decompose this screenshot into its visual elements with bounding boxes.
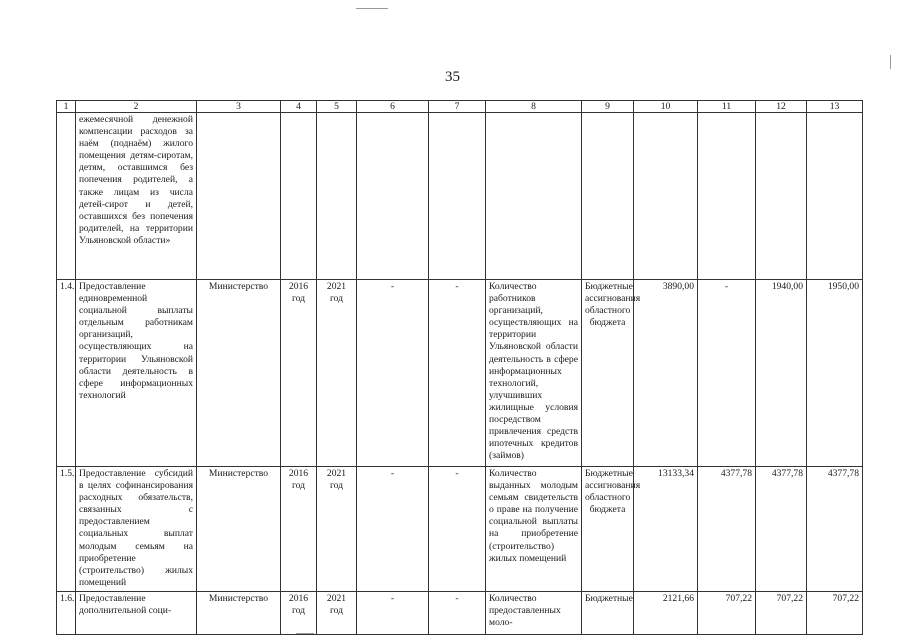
amount-year-3: 1950,00: [807, 280, 863, 467]
column-header: 8: [486, 101, 582, 113]
table-row: [57, 467, 863, 592]
amount-year-1: 4377,78: [698, 467, 756, 592]
column-header: 13: [807, 101, 863, 113]
table-row: [57, 280, 863, 467]
column-7: -: [429, 280, 486, 467]
funding-source: Бюджетные: [582, 592, 634, 635]
column-header: 6: [357, 101, 429, 113]
funding-source: Бюджетные ассигнования областного бюджета: [582, 280, 634, 467]
indicator: Количество выданных молодым семьям свидетельств о праве на получение социальной выплаты на приобретение (строительство) жилых помещений: [486, 467, 582, 592]
amount-total: 3890,00: [634, 280, 698, 467]
amount-year-3: [807, 113, 863, 280]
page-number: 35: [445, 69, 460, 85]
amount-year-1: -: [698, 280, 756, 467]
column-header: 9: [582, 101, 634, 113]
column-header: 12: [756, 101, 807, 113]
column-header: 1: [57, 101, 76, 113]
column-header: 10: [634, 101, 698, 113]
scan-mark: [890, 55, 891, 69]
start-year: 2016 год: [281, 592, 317, 635]
column-header: 11: [698, 101, 756, 113]
column-6: -: [357, 467, 429, 592]
executor: [197, 113, 281, 280]
start-year: 2016 год: [281, 280, 317, 467]
row-number: [57, 113, 76, 280]
executor: Министерство: [197, 592, 281, 635]
column-6: -: [357, 592, 429, 635]
table-header-row: [57, 101, 863, 113]
end-year: 2021 год: [317, 592, 357, 635]
end-year: 2021 год: [317, 280, 357, 467]
program-table: [56, 100, 863, 635]
column-header: 2: [76, 101, 197, 113]
amount-year-1: [698, 113, 756, 280]
table-row: [57, 113, 863, 280]
measure-name: Предоставление дополнительной соци-: [76, 592, 197, 635]
indicator: [486, 113, 582, 280]
column-7: -: [429, 467, 486, 592]
amount-total: 13133,34: [634, 467, 698, 592]
amount-year-2: [756, 113, 807, 280]
amount-year-2: 1940,00: [756, 280, 807, 467]
amount-year-2: 4377,78: [756, 467, 807, 592]
start-year: 2016 год: [281, 467, 317, 592]
start-year: [281, 113, 317, 280]
amount-year-2: 707,22: [756, 592, 807, 635]
indicator: Количество предоставленных моло-: [486, 592, 582, 635]
executor: Министерство: [197, 467, 281, 592]
program-table-sheet: [56, 100, 862, 640]
end-year: [317, 113, 357, 280]
row-number: 1.4.: [57, 280, 76, 467]
column-7: -: [429, 592, 486, 635]
funding-source: Бюджетные ассигнования областного бюджета: [582, 467, 634, 592]
measure-name: Предоставление единовременной социальной выплаты отдельным работникам организаций, осуществляющих на территории Ульяновской области деятельность в сфере информационных технологий: [76, 280, 197, 467]
column-header: 4: [281, 101, 317, 113]
measure-name: Предоставление субсидий в целях софинансирования расходных обязательств, связанных с предоставлением социальных выплат молодым семьям на приобретение (строительство) жилых помещений: [76, 467, 197, 592]
column-7: [429, 113, 486, 280]
amount-total: [634, 113, 698, 280]
column-header: 5: [317, 101, 357, 113]
end-year: 2021 год: [317, 467, 357, 592]
column-6: [357, 113, 429, 280]
column-header: 7: [429, 101, 486, 113]
column-header: 3: [197, 101, 281, 113]
row-number: 1.6.: [57, 592, 76, 635]
scan-mark: [356, 8, 388, 9]
table-row: [57, 592, 863, 635]
amount-total: 2121,66: [634, 592, 698, 635]
column-6: -: [357, 280, 429, 467]
row-number: 1.5.: [57, 467, 76, 592]
measure-name: ежемесячной денежной компенсации расходов за наём (поднаём) жилого помещения детям-сиротам, детям, оставшимся без попечения родителей, а также лицам из числа детей-сирот и детей, оставшихся без попечения родителей, на территории Ульяновской области»: [76, 113, 197, 280]
amount-year-1: 707,22: [698, 592, 756, 635]
executor: Министерство: [197, 280, 281, 467]
indicator: Количество работников организаций, осуществляющих на территории Ульяновской области деятельность в сфере информационных технологий, улучшивших жилищные условия посредством привлечения средств ипотечных кредитов (займов): [486, 280, 582, 467]
funding-source: [582, 113, 634, 280]
amount-year-3: 4377,78: [807, 467, 863, 592]
amount-year-3: 707,22: [807, 592, 863, 635]
